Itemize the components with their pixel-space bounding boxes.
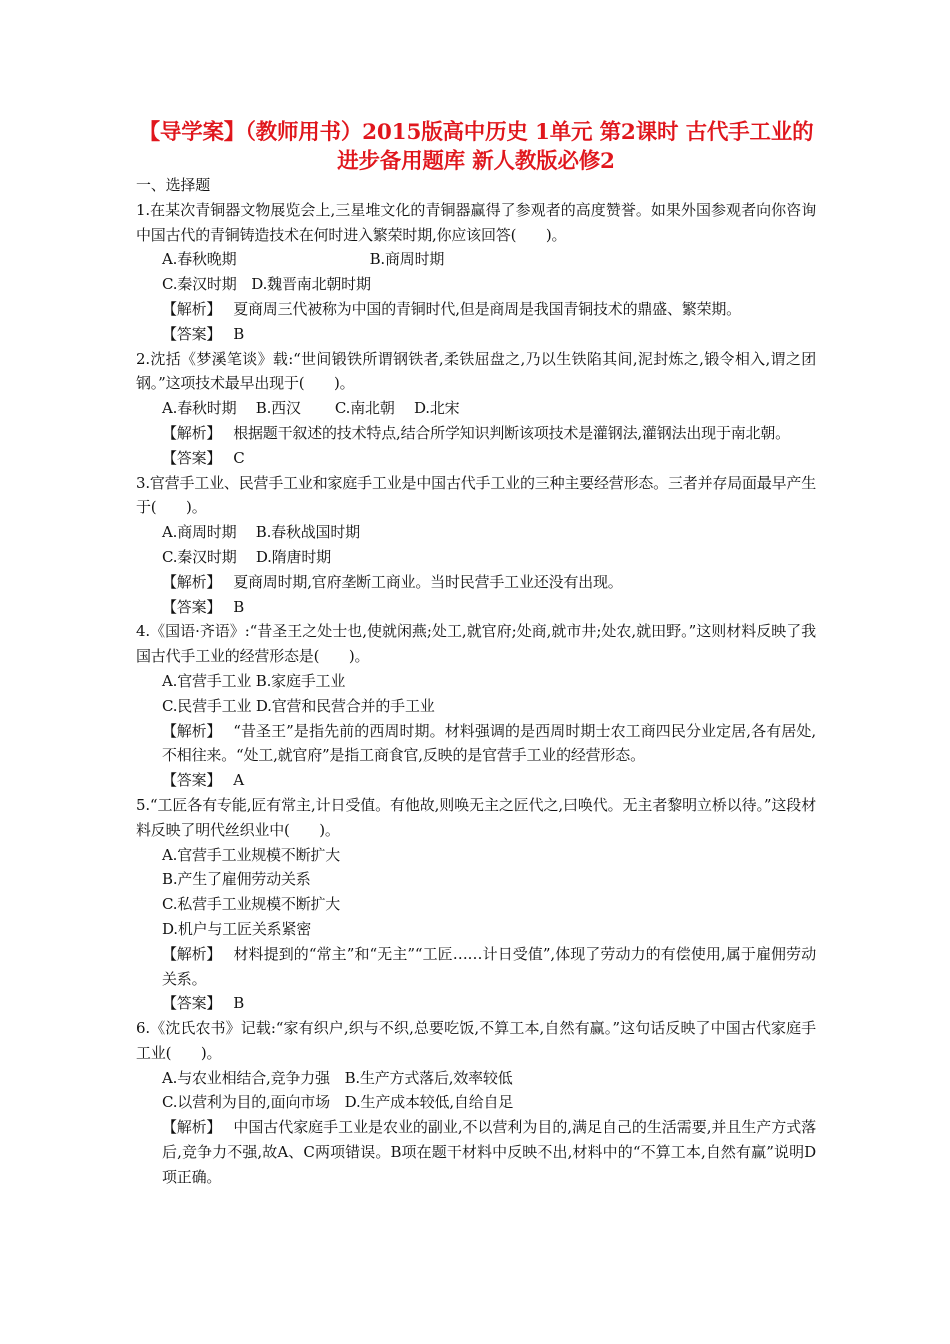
analysis-paragraph xyxy=(136,297,816,322)
analysis-text: 夏商周时期,官府垄断工商业。当时民营手工业还没有出现。 xyxy=(233,572,623,591)
analysis-text: 材料提到的“常主”和“无主”“工匠……计日受值”,体现了劳动力的有偿使用,属于雇佣劳动关系。 xyxy=(162,944,816,988)
analysis-label: 【解析】 xyxy=(162,423,222,442)
analysis-label: 【解析】 xyxy=(162,1118,222,1137)
answer-label: 【答案】 xyxy=(162,324,222,343)
section-heading: 一、选择题 xyxy=(136,176,211,194)
answer-option-line: C.私营手工业规模不断扩大 xyxy=(162,895,341,914)
answer-option-line: A.春秋时期 B.西汉 C.南北朝 D.北宋 xyxy=(162,399,460,418)
question-stem: 1.在某次青铜器文物展览会上,三星堆文化的青铜器赢得了参观者的高度赞誉。如果外国参观者向你咨询中国古代的青铜铸造技术在何时进入繁荣时期,你应该回答( )。 xyxy=(136,200,816,244)
answer-option-line: D.机户与工匠关系紧密 xyxy=(162,919,312,938)
answer-label: 【答案】 xyxy=(162,994,222,1013)
question-stem: 2.沈括《梦溪笔谈》载:“世间锻铁所谓钢铁者,柔铁屈盘之,乃以生铁陷其间,泥封炼之,锻令相入,谓之团钢。”这项技术最早出现于( )。 xyxy=(136,349,816,393)
answer-value: A xyxy=(233,771,244,790)
question-list xyxy=(136,173,816,1190)
answer-line xyxy=(136,322,816,347)
analysis-paragraph xyxy=(136,719,816,769)
analysis-text: “昔圣王”是指先前的西周时期。材料强调的是西周时期士农工商四民分业定居,各有居处,不相往来。“处工,就官府”是指工商食官,反映的是官营手工业的经营形态。 xyxy=(162,721,816,765)
answer-value: B xyxy=(233,994,245,1013)
question-stem: 5.“工匠各有专能,匠有常主,计日受值。有他故,则唤无主之匠代之,曰唤代。无主者黎明立桥以待。”这段材料反映了明代丝织业中( )。 xyxy=(136,795,816,839)
answer-line xyxy=(136,768,816,793)
question-stem: 4.《国语·齐语》:“昔圣王之处士也,使就闲燕;处工,就官府;处商,就市井;处农,就田野。”这则材料反映了我国古代手工业的经营形态是( )。 xyxy=(136,622,816,666)
question-stem: 6.《沈氏农书》记载:“家有织户,织与不织,总要吃饭,不算工本,自然有赢。”这句话反映了中国古代家庭手工业( )。 xyxy=(136,1019,816,1062)
answer-option-line: A.官营手工业规模不断扩大 xyxy=(162,845,341,864)
analysis-paragraph xyxy=(136,942,816,992)
analysis-label: 【解析】 xyxy=(162,572,222,591)
analysis-label: 【解析】 xyxy=(162,721,222,740)
analysis-paragraph xyxy=(136,421,816,446)
answer-option-line: C.秦汉时期 D.魏晋南北朝时期 xyxy=(162,275,371,294)
answer-option-line: A.商周时期 B.春秋战国时期 xyxy=(162,523,360,542)
answer-option-line: B.产生了雇佣劳动关系 xyxy=(162,870,311,889)
answer-label: 【答案】 xyxy=(162,448,222,467)
analysis-text: 中国古代家庭手工业是农业的副业,不以营利为目的,满足自己的生活需要,并且生产方式落后,竞争力不强,故A、C两项错误。B项在题干材料中反映不出,材料中的“不算工本,自然有赢”说明D项正确。 xyxy=(162,1118,816,1186)
analysis-paragraph xyxy=(136,1115,816,1189)
answer-value: B xyxy=(233,597,245,616)
analysis-label: 【解析】 xyxy=(162,299,222,318)
answer-value: B xyxy=(233,324,245,343)
answer-label: 【答案】 xyxy=(162,597,222,616)
answer-option-line: A.与农业相结合,竞争力强 B.生产方式落后,效率较低 xyxy=(162,1068,513,1087)
analysis-paragraph xyxy=(136,570,816,595)
answer-option-line: C.秦汉时期 D.隋唐时期 xyxy=(162,547,331,566)
answer-label: 【答案】 xyxy=(162,771,222,790)
document-title: 【导学案】（教师用书）2015版高中历史 1单元 第2课时 古代手工业的进步备用题库 新人教版必修2 xyxy=(138,120,814,174)
answer-option-line: A.春秋晚期 B.商周时期 xyxy=(162,250,445,269)
answer-value: C xyxy=(233,448,245,467)
question-stem: 3.官营手工业、民营手工业和家庭手工业是中国古代手工业的三种主要经营形态。三者并存局面最早产生于( )。 xyxy=(136,473,816,517)
answer-line xyxy=(136,991,816,1016)
analysis-label: 【解析】 xyxy=(162,944,222,963)
analysis-text: 根据题干叙述的技术特点,结合所学知识判断该项技术是灌钢法,灌钢法出现于南北朝。 xyxy=(233,423,790,442)
analysis-text: 夏商周三代被称为中国的青铜时代,但是商周是我国青铜技术的鼎盛、繁荣期。 xyxy=(233,299,741,318)
answer-option-line: A.官营手工业 B.家庭手工业 xyxy=(162,671,346,690)
answer-option-line: C.民营手工业 D.官营和民营合并的手工业 xyxy=(162,696,435,715)
answer-line xyxy=(136,595,816,620)
answer-line xyxy=(136,446,816,471)
answer-option-line: C.以营利为目的,面向市场 D.生产成本较低,自给自足 xyxy=(162,1093,514,1112)
